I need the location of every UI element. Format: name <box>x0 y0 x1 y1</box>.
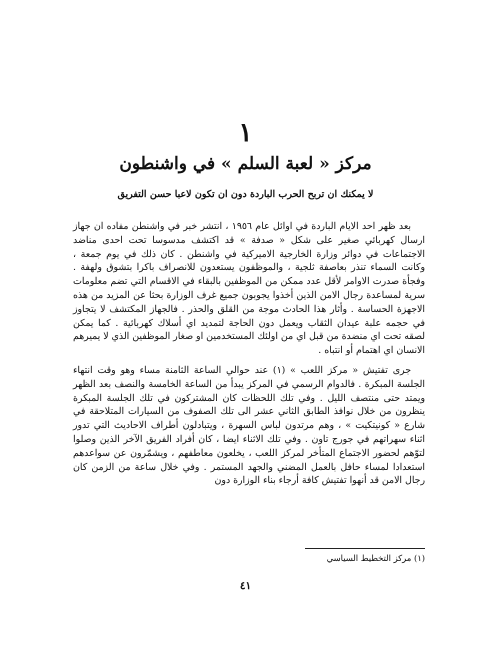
chapter-title: مركز « لعبة السلم » في واشنطون <box>119 154 372 174</box>
footnote-divider <box>305 548 425 549</box>
chapter-subtitle: لا يمكنك ان تربح الحرب الباردة دون ان تكون لاعبا حسن التفريق <box>117 189 374 200</box>
paragraph-2: جرى تفتيش « مركز اللعب » (١) عند حوالي الساعة الثامنة مساء وهو وقت انتهاء الجلسة المبكرة . فالدوام الرسمي في المركز يبدأ من الساعة الخامسة والنصف بعد الظهر ويمتد حتى منتصف الليل . وفي تلك اللحظات كان المشتركون في تلك الجلسة المبكرة ينظرون من خلال نوافذ الطابق الثاني عشر الى تلك الصفوف من السيارات المتلاحقة في شارع « كونيتكيت » ، وهم مرتدون لباس السهرة ، ويتبادلون أطراف الاحاديث التي تدور اثناء سهراتهم في جورج تاون . وفي تلك الاثناء ايضا ، كان أفراد الفريق الآخر الذين وصلوا لتوّهم لحضور الاجتماع المتأخر لمركز اللعب ، يخلعون معاطفهم ، ويشمّرون عن سواعدهم استعدادا لمساء حافل بالعمل المضني والجهد المستمر . وفي خلال ساعة من الزمن كان رجال الامن قد أنهوا تفتيش كافة أرجاء بناء الوزارة دون <box>73 364 425 487</box>
chapter-number: ١ <box>238 118 253 148</box>
paragraph-1: بعد ظهر احد الايام الباردة في اوائل عام ١٩٥٦ ، انتشر خبر في واشنطن مفاده ان جهاز ارسال كهربائي صغير على شكل « صدفة » قد اكتشف مدسوسا تحت احدى مناضد الاجتماعات في دوائر وزارة الخارجية الاميركية في واشنطن . كان ذلك في يوم جمعة ، وكانت السماء تنذر بعاصفة ثلجية ، والموظفون يستعدون للانصراف باكرا بتشوق ولهفة . وفجأة صدرت الاوامر لأقل عدد ممكن من الموظفين بالبقاء في الاقسام التي تضم معلومات سرية لمساعدة رجال الامن الذين أخذوا يجوبون جميع غرف الوزارة بحثا عن المزيد من هذه الاجهزة الحساسة . وأثار هذا الحادث موجة من القلق والحذر . فالجهاز المكتشف لا يتجاوز في حجمه علبة عيدان الثقاب ويعمل دون الحاجة لتمديد اي أسلاك كهربائية . كما يمكن لصقه تحت اي منضدة من قبل اي من اولئك المستخدمين او صغار الموظفين الذي لا يميرهم الانسان اي اهتمام أو انتباه . <box>73 221 425 357</box>
page-number: ٤١ <box>239 580 252 592</box>
body-text <box>73 220 425 488</box>
footnote: (١) مركز التخطيط السياسي <box>326 553 425 563</box>
